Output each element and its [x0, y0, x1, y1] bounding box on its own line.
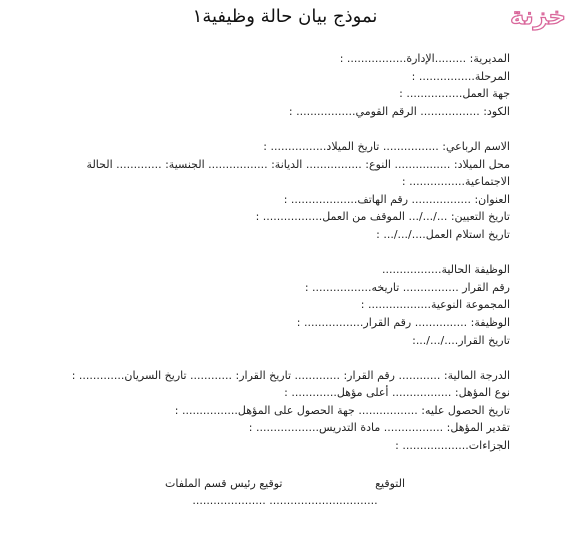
signature-block — [150, 475, 420, 509]
section-gap — [60, 120, 510, 138]
files-head-signature-label: توقيع رئيس قسم الملفات — [165, 477, 283, 490]
job-section — [60, 261, 510, 349]
decision-date-line: تاريخ القرار..../.../...: — [412, 333, 510, 347]
address-line: العنوان: ................. رقم الهاتف................... : — [283, 192, 510, 206]
qualification-line: نوع المؤهل: ................. أعلى مؤهل............. : — [284, 386, 510, 400]
org-section — [60, 50, 510, 120]
current-job-line: الوظيفة الحالية................. — [382, 263, 510, 277]
grade-section — [60, 367, 510, 455]
signature-dots: ..................... ............................... — [192, 494, 378, 507]
financial-grade-line: الدرجة المالية: ............ رقم القرار: ............. تاريخ القرار: ............ تاريخ السريان............. : — [71, 368, 510, 382]
decision-number-line: رقم القرار ................ تاريخه................. : — [304, 280, 510, 294]
section-gap — [60, 244, 510, 262]
appointment-date-line: تاريخ التعيين: .../.../... الموقف من العمل................. : — [255, 210, 510, 224]
penalties-line: الجزاءات................... : — [395, 439, 510, 453]
job-title-line: الوظيفة: ............... رقم القرار................. : — [296, 315, 510, 329]
directorate-line: المديرية: .........الإدارة................. : — [339, 52, 510, 65]
birthplace-line: محل الميلاد: ................ النوع: ................ الديانة: ................. الجنسية: ............. الحالة — [86, 157, 510, 171]
code-line: الكود: ................. الرقم القومي................. : — [288, 104, 510, 118]
personal-section — [60, 138, 510, 244]
signature-label: التوقيع — [375, 477, 405, 490]
form-body — [60, 50, 510, 455]
qualification-date-line: تاريخ الحصول عليه: ................. جهة الحصول على المؤهل................ : — [174, 403, 510, 417]
job-group-line: المجموعة النوعية.................. : — [360, 298, 510, 312]
stage-line: المرحلة................ : — [411, 69, 510, 83]
workplace-line: جهة العمل................ : — [399, 87, 510, 101]
qualification-grade-line: تقدير المؤهل: ................. مادة التدريس.................. : — [248, 421, 510, 435]
page-title: نموذج بيان حالة وظيفية١ — [192, 6, 378, 27]
marital-status-line: الاجتماعية................ : — [401, 175, 510, 189]
start-date-line: تاريخ استلام العمل..../.../... : — [376, 227, 510, 241]
full-name-line: الاسم الرباعي: ................ تاريخ الميلاد................ : — [263, 139, 510, 153]
site-logo: خزنة — [510, 2, 566, 30]
signature-labels — [150, 475, 420, 492]
section-gap — [60, 349, 510, 367]
